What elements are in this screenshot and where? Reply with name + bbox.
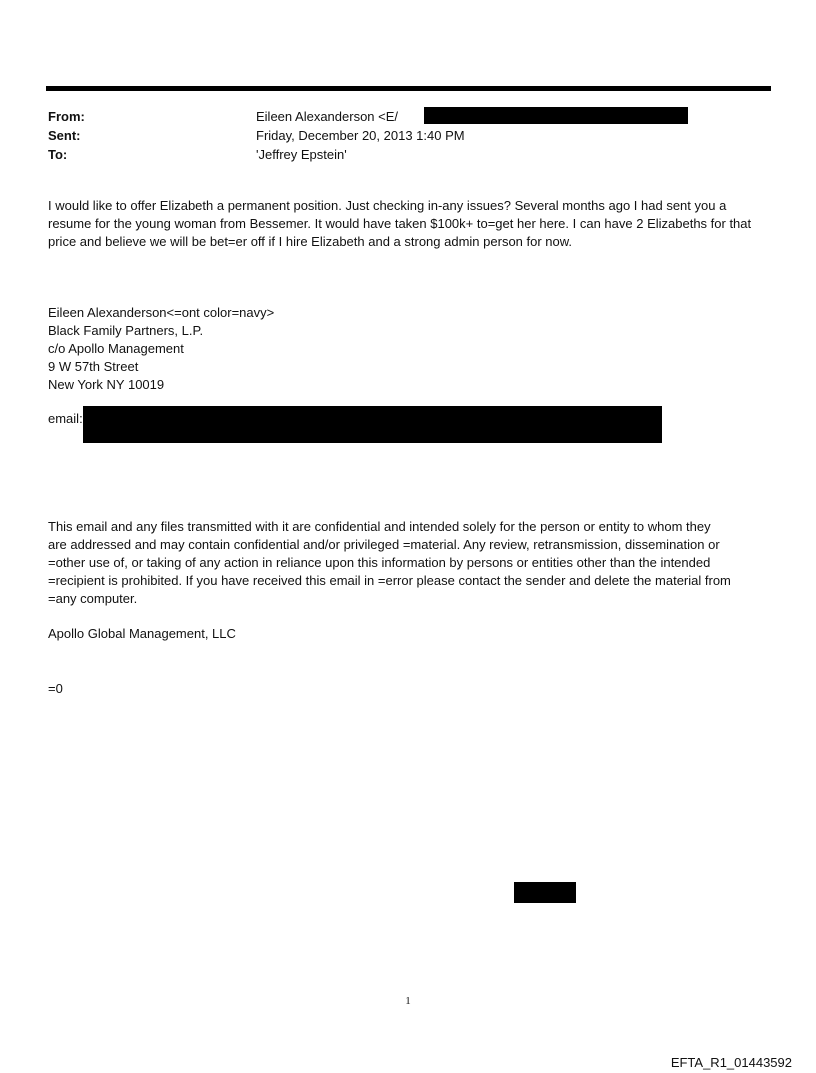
email-label: email:: [48, 411, 83, 426]
header-rule: [46, 86, 771, 91]
signature-block: [48, 304, 274, 394]
small-redaction: [514, 882, 576, 903]
disclaimer-line: This email and any files transmitted with it are confidential and intended solely for the person or entity to whom they: [48, 519, 711, 534]
signature-line: c/o Apollo Management: [48, 341, 184, 356]
disclaimer-line: =any computer.: [48, 591, 138, 606]
message-body: I would like to offer Elizabeth a permanent position. Just checking in-any issues? Several months ago I had sent you a resume for the young woman from Bessemer. It would have taken $100k+ to=get her here. I can have 2 Elizabeths for that price and believe we will be bet=er off if I hire Elizabeth and a strong admin person for now.: [48, 198, 752, 249]
sent-row: [48, 126, 768, 145]
bates-number: EFTA_R1_01443592: [670, 1055, 792, 1070]
to-label: To:: [48, 147, 68, 162]
from-label: From:: [48, 109, 85, 124]
signature-line: Black Family Partners, L.P.: [48, 323, 204, 338]
to-value: 'Jeffrey Epstein': [256, 147, 347, 162]
company-name: Apollo Global Management, LLC: [48, 626, 236, 641]
page-number: 1: [405, 995, 411, 1007]
disclaimer-line: =recipient is prohibited. If you have received this email in =error please contact the sender and delete the material from: [48, 573, 731, 588]
from-value: Eileen Alexanderson <E/: [256, 109, 399, 124]
disclaimer-line: =other use of, or taking of any action in reliance upon this information by persons or entities other than the intended: [48, 555, 711, 570]
trailer-text: =0: [48, 681, 63, 696]
to-row: [48, 145, 768, 164]
signature-line: 9 W 57th Street: [48, 359, 139, 374]
from-redaction: [424, 107, 688, 124]
confidentiality-disclaimer: [48, 518, 773, 608]
disclaimer-line: are addressed and may contain confidential and/or privileged =material. Any review, retransmission, dissemination or: [48, 537, 720, 552]
signature-line: Eileen Alexanderson<=ont color=navy>: [48, 305, 275, 320]
email-redaction: [83, 406, 662, 443]
signature-line: New York NY 10019: [48, 377, 165, 392]
sent-value: Friday, December 20, 2013 1:40 PM: [256, 128, 465, 143]
email-header: [48, 107, 768, 164]
sent-label: Sent:: [48, 128, 81, 143]
